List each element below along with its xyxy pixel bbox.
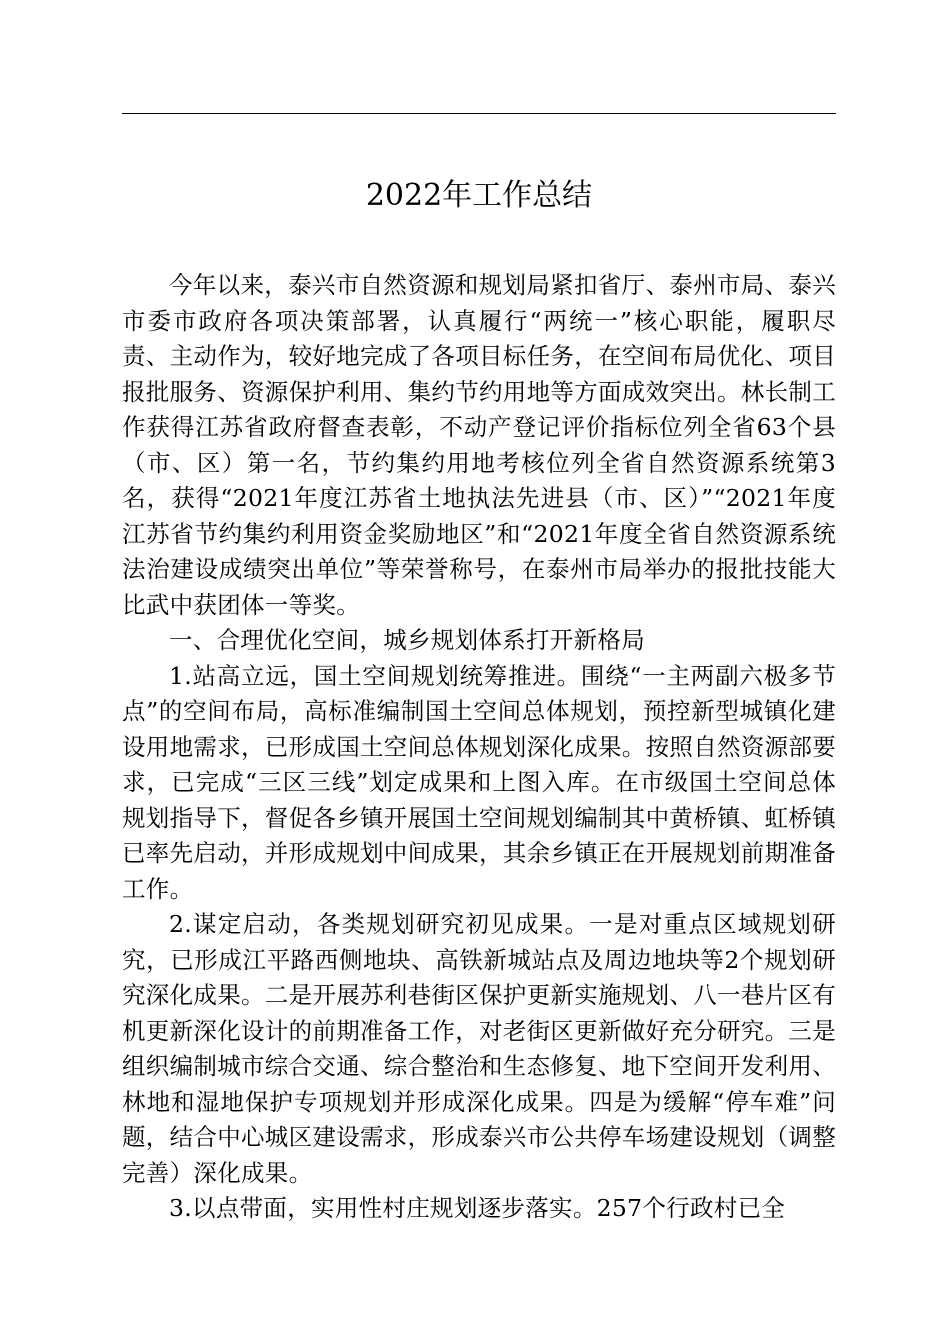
body-paragraph: 1.站高立远，国土空间规划统筹推进。围绕“一主两副六极多节点”的空间布局，高标准编制国土空间总体规划，预控新型城镇化建设用地需求，已形成国土空间总体规划深化成果。按照自然资源部要求，已完成“三区三线”划定成果和上图入库。在市级国土空间总体规划指导下，督促各乡镇开展国土空间规划编制其中黄桥镇、虹桥镇已率先启动，并形成规划中间成果，其余乡镇正在开展规划前期准备工作。 — [122, 661, 836, 903]
document-body — [122, 268, 836, 1227]
header-rule — [122, 113, 836, 114]
section-heading: 一、合理优化空间，城乡规划体系打开新格局 — [169, 626, 645, 654]
intro-paragraph: 今年以来，泰兴市自然资源和规划局紧扣省厅、泰州市局、泰兴市委市政府各项决策部署，认真履行“两统一”核心职能，履职尽责、主动作为，较好地完成了各项目标任务，在空间布局优化、项目报批服务、资源保护利用、集约节约用地等方面成效突出。林长制工作获得江苏省政府督查表彰，不动产登记评价指标位列全省63个县（市、区）第一名，节约集约用地考核位列全省自然资源系统第3名，获得“2021年度江苏省土地执法先进县（市、区）”“2021年度江苏省节约集约利用资金奖励地区”和“2021年度全省自然资源系统法治建设成绩突出单位”等荣誉称号，在泰州市局举办的报批技能大比武中获团体一等奖。 — [122, 271, 836, 619]
body-paragraph: 3.以点带面，实用性村庄规划逐步落实。257个行政村已全 — [169, 1194, 786, 1222]
document-title: 2022年工作总结 — [365, 178, 593, 213]
body-paragraph: 2.谋定启动，各类规划研究初见成果。一是对重点区域规划研究，已形成江平路西侧地块、高铁新城站点及周边地块等2个规划研究深化成果。二是开展苏利巷街区保护更新实施规划、八一巷片区有机更新深化设计的前期准备工作，对老街区更新做好充分研究。三是组织编制城市综合交通、综合整治和生态修复、地下空间开发利用、林地和湿地保护专项规划并形成深化成果。四是为缓解“停车难”问题，结合中心城区建设需求，形成泰兴市公共停车场建设规划（调整完善）深化成果。 — [122, 910, 836, 1187]
